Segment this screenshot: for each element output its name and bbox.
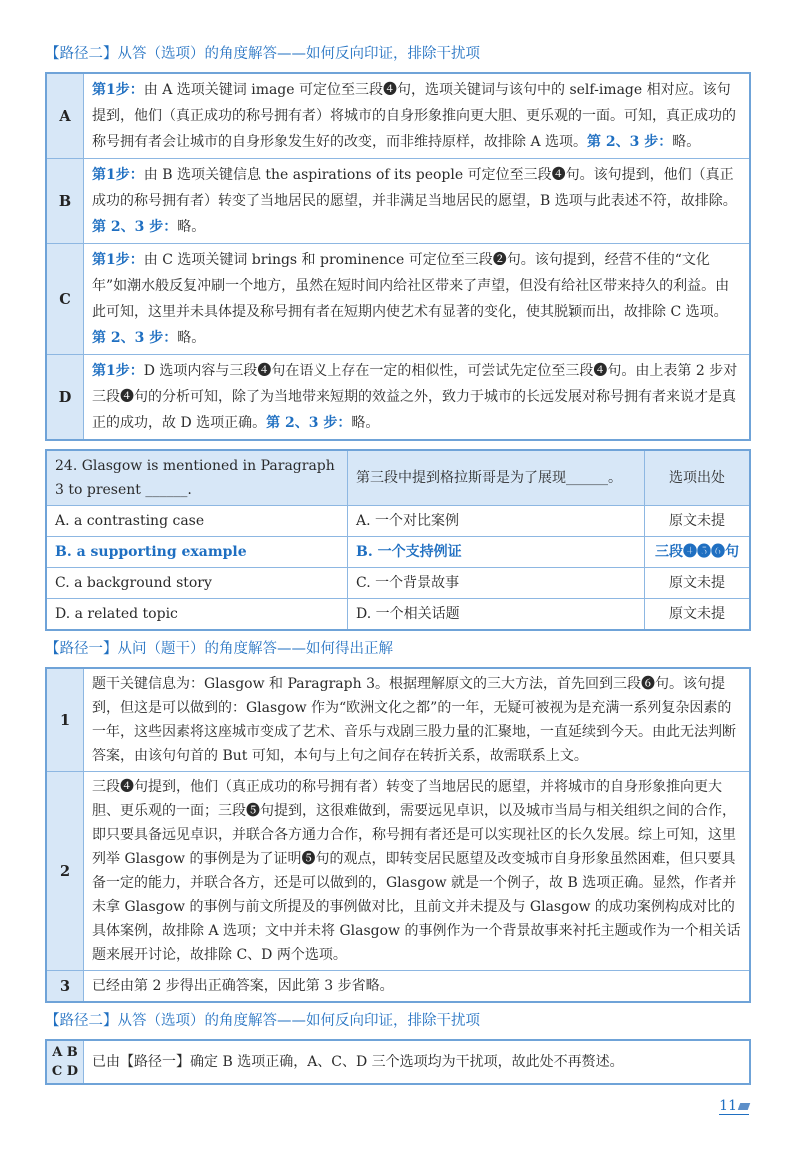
section-heading-path2: 【路径二】从答（选项）的角度解答——如何反向印证，排除干扰项 [45, 1013, 480, 1029]
step-text: 由 C 选项关键词 brings 和 prominence 可定位至三段❷句。该句提到，经营不佳的“文化年”如潮水般反复冲刷一个地方，虽然在短时间内给社区带来了声望，但没有给社区带来持久的利益。由此可知，这里并未具体提及称号拥有者在短期内使艺术有显著的变化，使其脱颖而出，故排除 C 选项。 [92, 252, 730, 320]
table-row-correct [46, 537, 750, 568]
section-heading-path2: 【路径二】从答（选项）的角度解答——如何反向印证，排除干扰项 [45, 46, 480, 62]
table-row [46, 159, 750, 244]
option-english: B. a supporting example [46, 537, 348, 568]
table-row [46, 244, 750, 355]
question-chinese: 第三段中提到格拉斯哥是为了展现______。 [348, 450, 645, 506]
step-label: 第 2、3 步： [266, 415, 352, 431]
row-text [84, 159, 751, 244]
row-label: 1 [46, 668, 84, 772]
step-label: 第1步： [92, 252, 144, 268]
step-text: 由 B 选项关键信息 the aspirations of its people 可定位至三段❹句。该句提到，他们（真正成功的称号拥有者）转变了当地居民的愿望，并非满足当地居民的愿望，B 选项与此表述不符，故排除。 [92, 167, 737, 209]
option-source: 原文未提 [645, 568, 751, 599]
option-chinese: B. 一个支持例证 [348, 537, 645, 568]
row-label: 2 [46, 772, 84, 971]
step-text: 略。 [177, 330, 206, 346]
row-text: 已由【路径一】确定 B 选项正确，A、C、D 三个选项均为干扰项，故此处不再赘述。 [84, 1040, 751, 1084]
table-row [46, 73, 750, 159]
step-text: 略。 [177, 219, 206, 235]
table-row [46, 355, 750, 441]
step-label: 第1步： [92, 363, 144, 379]
label-bottom: C D [51, 1064, 79, 1079]
steps-table [45, 667, 751, 1003]
option-english: C. a background story [46, 568, 348, 599]
section-heading-path1: 【路径一】从问（题干）的角度解答——如何得出正解 [45, 641, 393, 657]
question-24-table [45, 449, 751, 631]
option-chinese: D. 一个相关话题 [348, 599, 645, 631]
step-label: 第 2、3 步： [92, 219, 178, 235]
step-text: 略。 [351, 415, 380, 431]
table-row [46, 971, 750, 1003]
question-english: 24. Glasgow is mentioned in Paragraph 3 to present ______. [46, 450, 348, 506]
row-text [84, 355, 751, 441]
step-label: 第1步： [92, 82, 144, 98]
table-row [46, 668, 750, 772]
table-header-row [46, 450, 750, 506]
table-row [46, 1040, 750, 1084]
option-english: A. a contrasting case [46, 506, 348, 537]
option-chinese: C. 一个背景故事 [348, 568, 645, 599]
label-top: A B [52, 1045, 78, 1060]
row-label: D [46, 355, 84, 441]
final-note-table [45, 1039, 751, 1085]
table-row [46, 772, 750, 971]
row-text: 已经由第 2 步得出正确答案，因此第 3 步省略。 [84, 971, 751, 1003]
page-number [719, 1098, 749, 1115]
option-english: D. a related topic [46, 599, 348, 631]
option-source: 原文未提 [645, 506, 751, 537]
table-row [46, 568, 750, 599]
row-text [84, 73, 751, 159]
table-row [46, 599, 750, 631]
option-source: 三段❹❺❻句 [645, 537, 751, 568]
row-label [46, 1040, 84, 1084]
step-text: 略。 [672, 134, 701, 150]
row-text [84, 244, 751, 355]
step-text: 由 A 选项关键词 image 可定位至三段❹句，选项关键词与该句中的 self-image 相对应。该句提到，他们（真正成功的称号拥有者）将城市的自身形象推向更大胆、更乐观的一面。可知，真正成功的称号拥有者会让城市的自身形象发生好的改变，而非维持原样，故排除 A 选项。 [92, 82, 736, 150]
graduation-cap-icon [738, 1103, 751, 1110]
row-label: A [46, 73, 84, 159]
row-text: 题干关键信息为：Glasgow 和 Paragraph 3。根据理解原文的三大方法，首先回到三段❻句。该句提到，但这是可以做到的：Glasgow 作为“欧洲文化之都”的一年，无疑可被视为是充满一系列复杂因素的一年，这些因素将这座城市变成了艺术、音乐与戏剧三股力量的汇聚地，一直延续到今天。由此无法判断答案，由该句句首的 But 可知，本句与上句之间存在转折关系，故需联系上文。 [84, 668, 751, 772]
step-text: D 选项内容与三段❹句在语义上存在一定的相似性，可尝试先定位至三段❹句。由上表第 2 步对三段❹句的分析可知，除了为当地带来短期的效益之外，致力于城市的长远发展对称号拥有者来说才是真正的成功，故 D 选项正确。 [92, 363, 738, 431]
row-label: C [46, 244, 84, 355]
row-text: 三段❹句提到，他们（真正成功的称号拥有者）转变了当地居民的愿望，并将城市的自身形象推向更大胆、更乐观的一面；三段❺句提到，这很难做到，需要远见卓识，以及城市当局与相关组织之间的合作，即只要具备远见卓识，并联合各方通力合作，称号拥有者还是可以实现社区的长久发展。综上可知，这里列举 Glasgow 的事例是为了证明❺句的观点，即转变居民愿望及改变城市自身形象虽然困难，但只要具备一定的能力，并联合各方，还是可以做到的，Glasgow 就是一个例子，故 B 选项正确。显然，作者并未拿 Glasgow 的事例与前文所提及的事例做对比，且前文并未提及与 Glasgow 的成功案例构成对比的具体案例，故排除 A 选项；文中并未将 Glasgow 的事例作为一个背景故事来衬托主题或作为一个相关话题来展开讨论，故排除 C、D 两个选项。 [84, 772, 751, 971]
option-source: 原文未提 [645, 599, 751, 631]
step-label: 第 2、3 步： [587, 134, 673, 150]
table-row [46, 506, 750, 537]
source-header: 选项出处 [645, 450, 751, 506]
options-analysis-table [45, 72, 751, 441]
row-label: B [46, 159, 84, 244]
option-chinese: A. 一个对比案例 [348, 506, 645, 537]
step-label: 第 2、3 步： [92, 330, 178, 346]
page-footer [45, 1095, 751, 1115]
step-label: 第1步： [92, 167, 144, 183]
page-number-text: 11 [719, 1098, 737, 1114]
row-label: 3 [46, 971, 84, 1003]
